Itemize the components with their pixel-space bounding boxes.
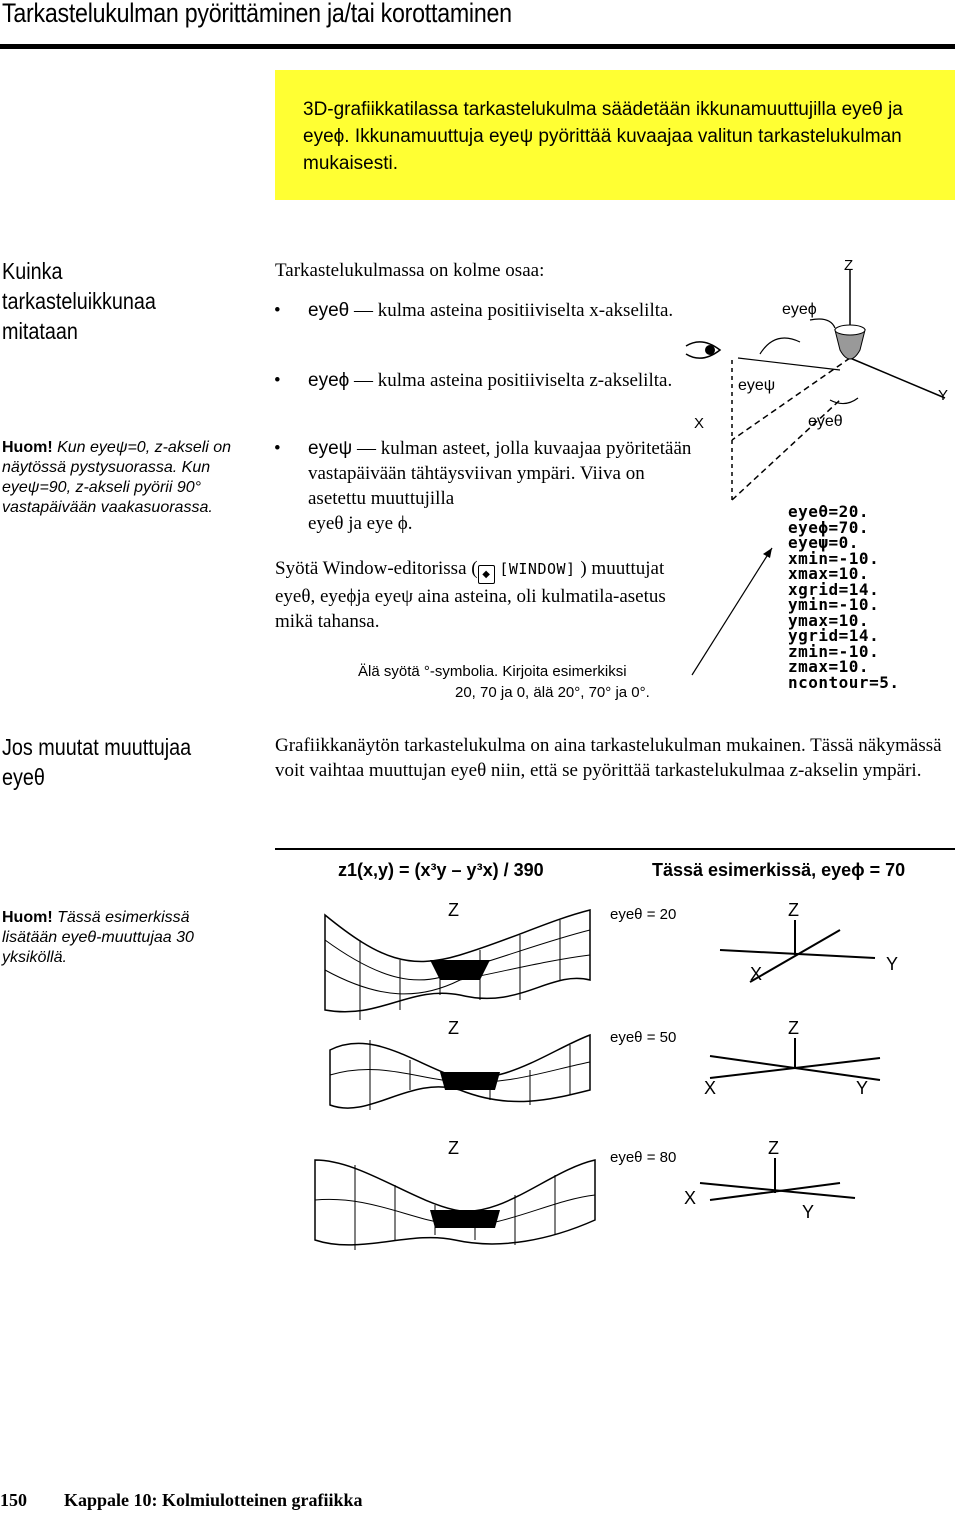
x-label: X <box>694 415 705 432</box>
bullet-var: eyeθ <box>308 300 350 321</box>
window-var: zmin=-10. <box>788 641 880 661</box>
surface-plot-3 <box>310 1140 600 1260</box>
instr-text: Syötä Window-editorissa ( <box>275 558 478 579</box>
bullet-dot: • <box>274 370 281 391</box>
page-title: Tarkastelukulman pyörittäminen ja/tai korottaminen <box>2 0 512 28</box>
axes-diagram-50 <box>700 1018 920 1098</box>
page-footer <box>0 1490 363 1511</box>
axes-diagram-20 <box>700 900 920 990</box>
y-axis-line <box>850 358 945 398</box>
chapter-title: Kappale 10: Kolmiulotteinen grafiikka <box>64 1490 363 1510</box>
bullet-eyephi <box>274 368 688 393</box>
axis-y: Y <box>856 1078 869 1098</box>
window-variables-screen <box>788 504 899 690</box>
axis-x: X <box>704 1078 717 1098</box>
side-note-eyepsi <box>2 438 250 518</box>
bullet-var: eyeψ <box>308 438 353 459</box>
symbol-note-line2: 20, 70 ja 0, älä 20°, 70° ja 0°. <box>455 684 650 701</box>
bullet-eyepsi <box>274 436 698 536</box>
axis-x: X <box>750 964 763 984</box>
callout-box <box>275 70 955 200</box>
note-text: Tässä esimerkissä lisätään eyeθ-muuttujaa 30 yksiköllä. <box>2 909 194 966</box>
bullet-text: — kulman asteet, jolla kuvaajaa pyöritetään vastapäivään tähtäysviivan ympäri. Viiva on asetettu muuttujilla <box>308 438 692 509</box>
y-label: Y <box>938 387 949 404</box>
table-head-function: z1(x,y) = (x³y – y³x) / 390 <box>338 860 544 880</box>
viewing-angle-diagram <box>680 250 955 520</box>
window-var: ymax=10. <box>788 610 870 630</box>
section-heading-viewing-window <box>2 256 156 346</box>
axis-y: Y <box>802 1202 815 1222</box>
window-instruction <box>275 556 685 634</box>
axis-z: Z <box>788 900 799 920</box>
note-text: Kun eyeψ=0, z-akseli on näytössä pystysuorassa. Kun eyeψ=90, z-akseli pyörii 90° vastapäivään vaakasuorassa. <box>2 439 232 516</box>
intro-text: Tarkastelukulmassa on kolme osaa: <box>275 260 545 281</box>
bullet-eyetheta <box>274 298 688 323</box>
diamond-key-icon: ◆ <box>478 565 495 584</box>
heading-line: eyeθ <box>2 764 45 790</box>
eyepsi-label: eyeψ <box>738 377 776 394</box>
z-label: Z <box>844 257 854 274</box>
sight-line <box>738 358 840 370</box>
eyephi-arc <box>810 319 835 328</box>
heading-line: Jos muutat muuttujaa <box>2 734 192 760</box>
row-label-20: eyeθ = 20 <box>610 906 677 923</box>
window-var: xmax=10. <box>788 564 870 583</box>
eyephi-label: eyeϕ <box>782 301 817 318</box>
heading-line: Kuinka <box>2 258 63 284</box>
window-key: [WINDOW] <box>499 560 576 578</box>
row-label-50: eyeθ = 50 <box>610 1029 677 1046</box>
callout-text: 3D-grafiikkatilassa tarkastelukulma säädetään ikkunamuuttujilla eyeθ ja eyeϕ. Ikkunamuuttuja eyeψ pyörittää kuvaajaa valitun tarkastelukulman mukaisesti. <box>303 99 903 174</box>
surface-plot-2 <box>320 1020 600 1120</box>
bullet-text: — kulma asteina positiiviselta x-akselilta. <box>349 300 674 321</box>
note-label: Huom! <box>2 439 53 456</box>
window-var: ymin=-10. <box>788 595 880 614</box>
side-note-increment <box>2 908 242 968</box>
window-var: ncontour=5. <box>788 672 900 692</box>
window-var: ygrid=14. <box>788 626 880 645</box>
window-var: eyeψ=0. <box>788 533 859 552</box>
note-label: Huom! <box>2 909 53 926</box>
heading-line: mitataan <box>2 318 78 344</box>
row-label-80: eyeθ = 80 <box>610 1149 677 1166</box>
table-rule <box>275 848 955 850</box>
plot-z-label: Z <box>448 1020 459 1038</box>
eye-pupil <box>705 345 715 355</box>
eyetheta-label: eyeθ <box>808 413 843 430</box>
bullet-dot: • <box>274 438 281 459</box>
callout-pointer <box>690 540 780 680</box>
symbol-note-line1: Älä syötä °-symbolia. Kirjoita esimerkiksi <box>358 663 627 680</box>
bullet-text-cont: eyeθ ja eye ϕ. <box>308 513 413 534</box>
page-number: 150 <box>0 1490 27 1510</box>
bullet-text: — kulma asteina positiiviselta z-akselilta. <box>349 370 673 391</box>
bullet-dot: • <box>274 300 281 321</box>
bullet-var: eyeϕ <box>308 370 350 391</box>
surface-plot-1 <box>320 900 600 1030</box>
axes-diagram-80 <box>680 1138 900 1228</box>
pointer-line <box>692 548 772 675</box>
title-rule <box>0 44 955 49</box>
plot-z-label: Z <box>448 1140 459 1158</box>
window-var: xmin=-10. <box>788 548 880 568</box>
eyepsi-arc <box>760 338 800 354</box>
eyetheta-arc <box>830 398 858 404</box>
window-var: xgrid=14. <box>788 579 880 599</box>
cone-top <box>835 325 865 335</box>
window-var: eyeϕ=70. <box>788 517 870 537</box>
axis-z: Z <box>788 1018 799 1038</box>
plot-z-label: Z <box>448 900 459 920</box>
section2-text: Grafiikkanäytön tarkastelukulma on aina tarkastelukulman mukainen. Tässä näkymässä voit vaihtaa muuttujan eyeθ niin, että se pyörittää tarkastelukulmaa z-akselin ympäri. <box>275 735 942 781</box>
axis-z: Z <box>768 1138 779 1158</box>
table-head-eyephi: Tässä esimerkissä, eyeϕ = 70 <box>652 860 906 880</box>
section-heading-eyetheta <box>2 732 191 792</box>
window-var: zmax=10. <box>788 657 870 676</box>
window-var: eyeθ=20. <box>788 502 870 521</box>
instr-text: ) muuttujat eyeθ, eyeϕja eyeψ aina asteina, oli kulmatila-asetus mikä tahansa. <box>275 558 666 632</box>
heading-line: tarkasteluikkunaa <box>2 288 156 314</box>
axis-y: Y <box>886 954 899 974</box>
pointer-arrowhead <box>763 548 772 558</box>
axis-x: X <box>684 1188 697 1208</box>
